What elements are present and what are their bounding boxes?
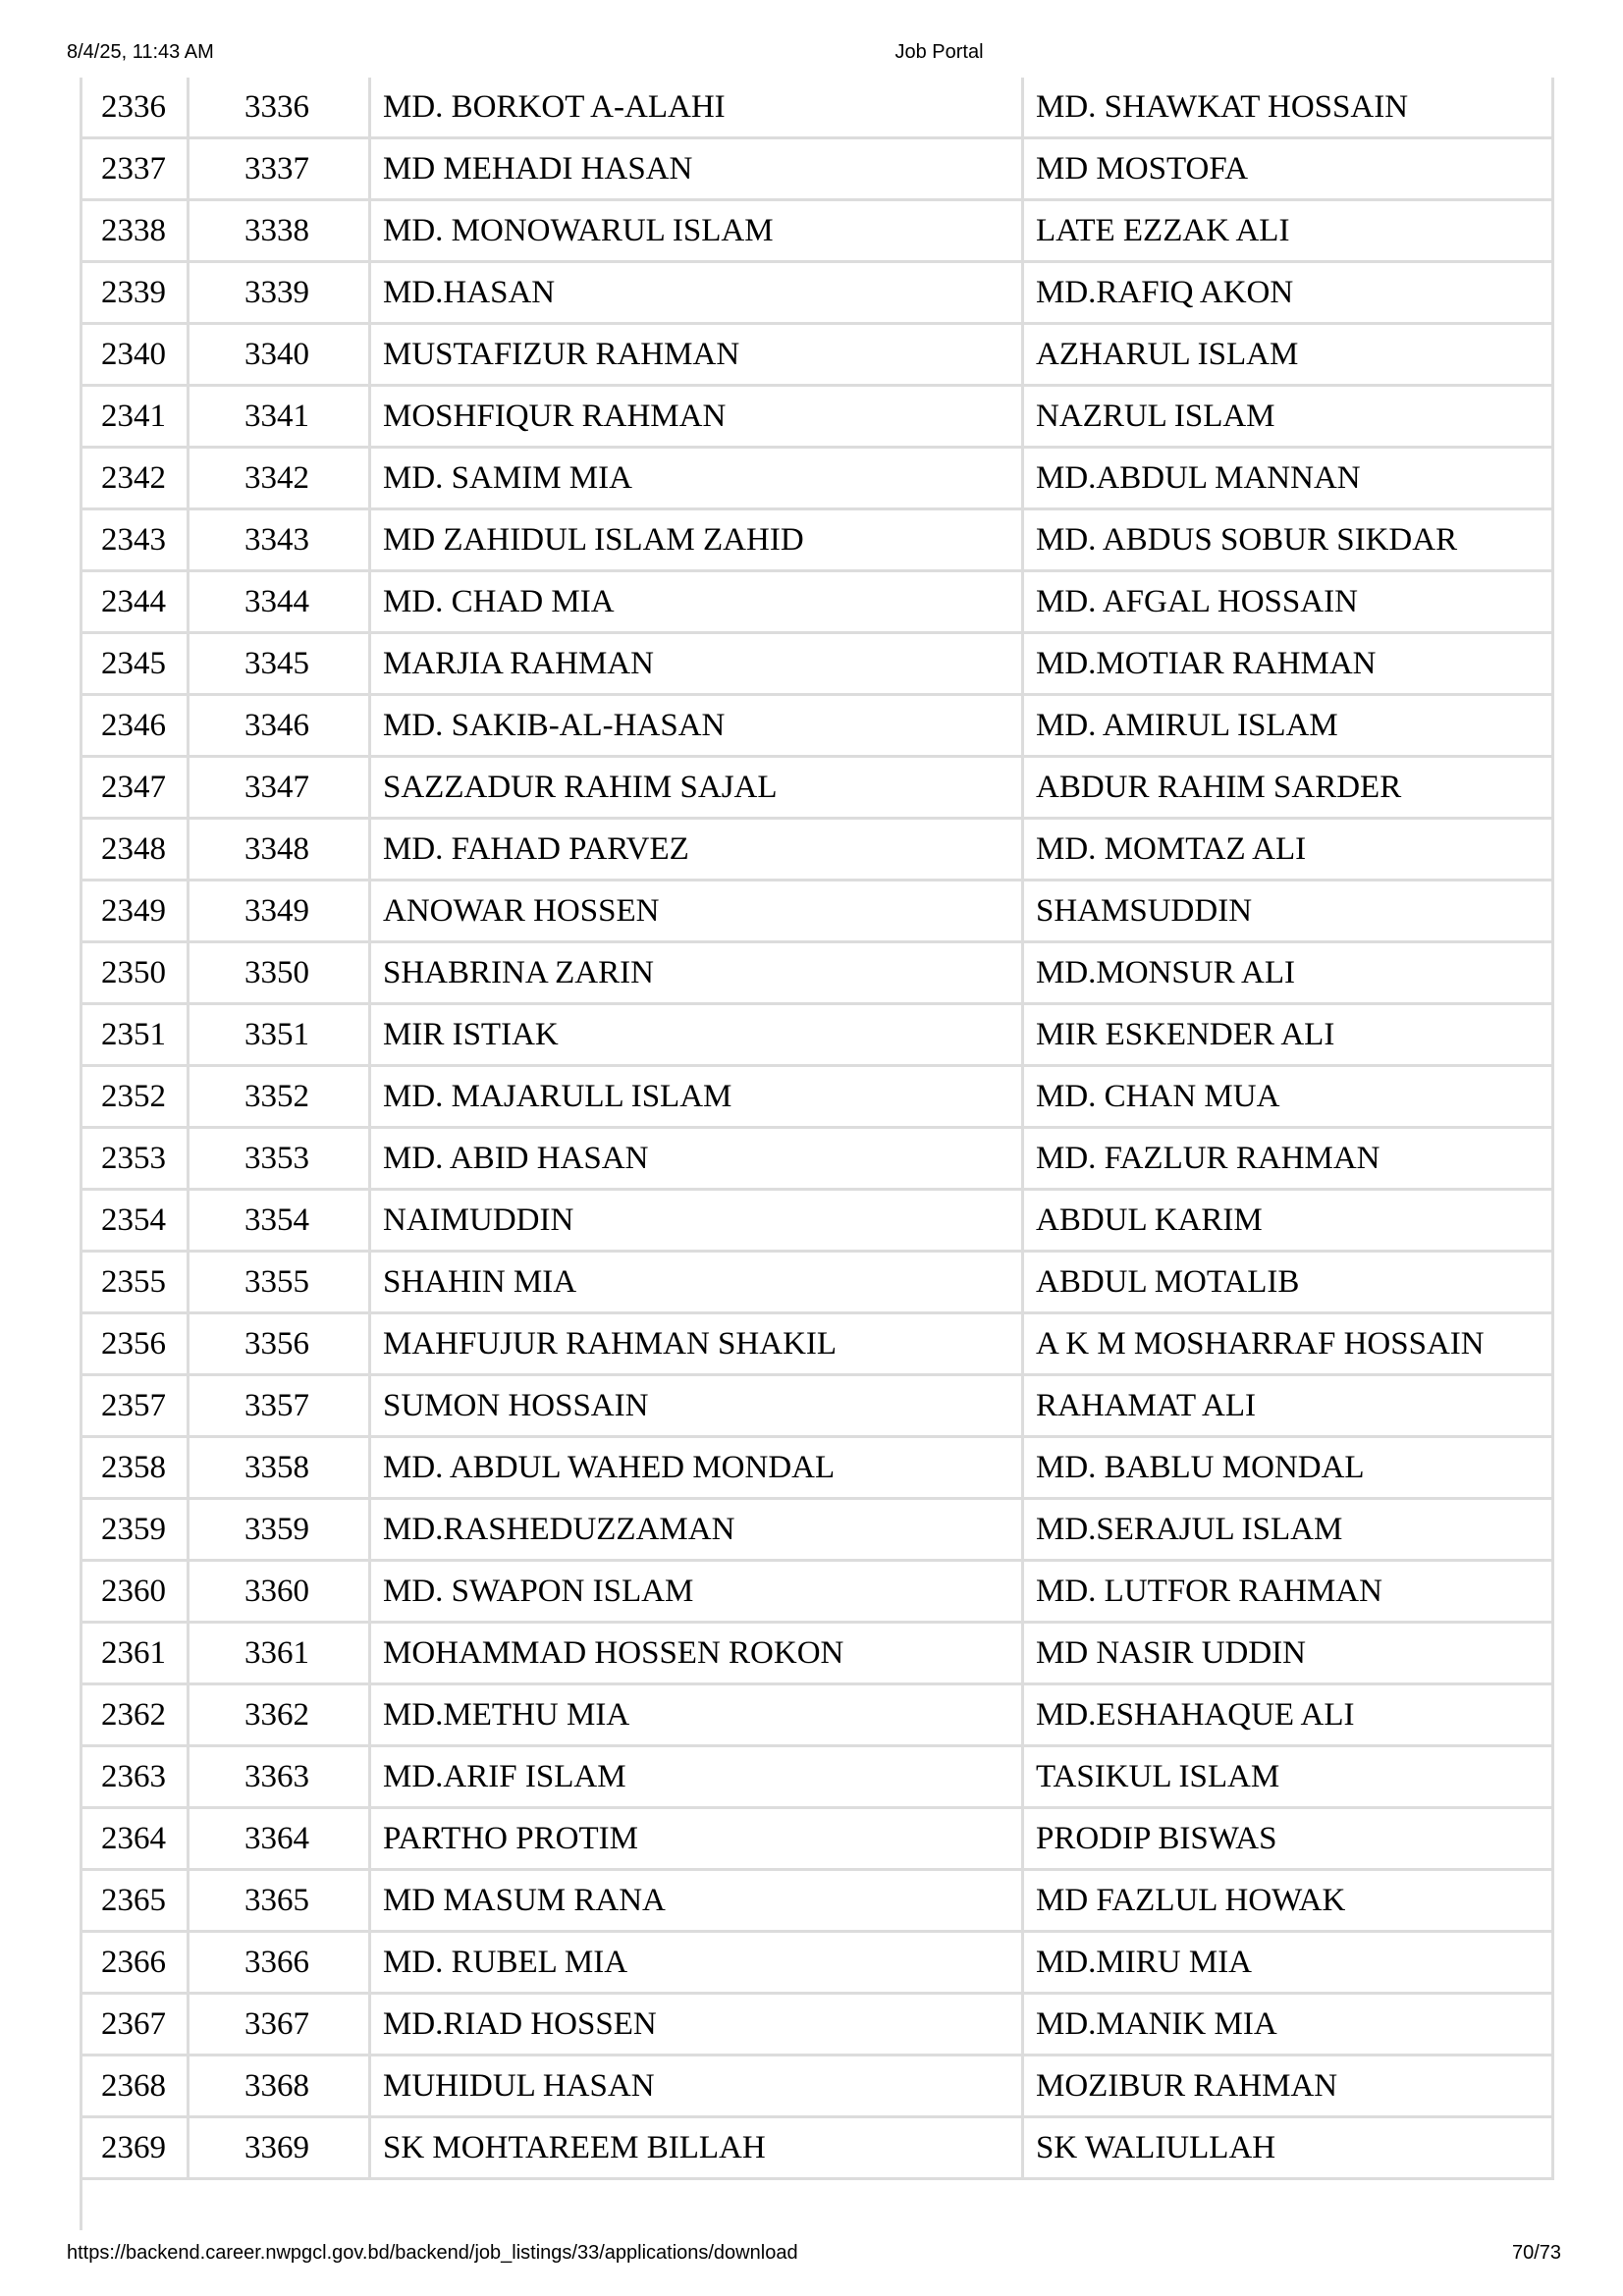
roll-cell: 3353	[189, 1129, 371, 1191]
serial-cell: 2345	[80, 634, 189, 696]
father-name-cell: A K M MOSHARRAF HOSSAIN	[1024, 1314, 1554, 1376]
serial-cell: 2358	[80, 1438, 189, 1500]
roll-cell: 3368	[189, 2056, 371, 2118]
applicant-name-cell: MOHAMMAD HOSSEN ROKON	[371, 1624, 1024, 1685]
roll-cell: 3356	[189, 1314, 371, 1376]
roll-cell: 3337	[189, 139, 371, 201]
roll-cell: 3349	[189, 881, 371, 943]
father-name-cell: TASIKUL ISLAM	[1024, 1747, 1554, 1809]
roll-cell: 3346	[189, 696, 371, 758]
serial-cell: 2359	[80, 1500, 189, 1562]
serial-cell: 2355	[80, 1253, 189, 1314]
table-row	[80, 201, 1554, 263]
father-name-cell: SHAMSUDDIN	[1024, 881, 1554, 943]
table-row	[80, 1809, 1554, 1871]
table-row	[80, 263, 1554, 325]
applicant-table	[80, 78, 1554, 2180]
table-row	[80, 943, 1554, 1005]
serial-cell: 2336	[80, 78, 189, 139]
serial-cell: 2351	[80, 1005, 189, 1067]
applicant-name-cell: SK MOHTAREEM BILLAH	[371, 2118, 1024, 2180]
roll-cell: 3364	[189, 1809, 371, 1871]
table-row	[80, 1624, 1554, 1685]
applicant-name-cell: MD.RASHEDUZZAMAN	[371, 1500, 1024, 1562]
table-row	[80, 1933, 1554, 1995]
applicant-name-cell: MD. SAKIB-AL-HASAN	[371, 696, 1024, 758]
serial-cell: 2350	[80, 943, 189, 1005]
serial-cell: 2344	[80, 572, 189, 634]
roll-cell: 3338	[189, 201, 371, 263]
roll-cell: 3343	[189, 510, 371, 572]
father-name-cell: MD. MOMTAZ ALI	[1024, 820, 1554, 881]
applicant-name-cell: SHAHIN MIA	[371, 1253, 1024, 1314]
print-datetime: 8/4/25, 11:43 AM	[67, 41, 214, 63]
applicant-name-cell: MD. ABDUL WAHED MONDAL	[371, 1438, 1024, 1500]
applicant-name-cell: MIR ISTIAK	[371, 1005, 1024, 1067]
roll-cell: 3351	[189, 1005, 371, 1067]
father-name-cell: MD.ESHAHAQUE ALI	[1024, 1685, 1554, 1747]
father-name-cell: LATE EZZAK ALI	[1024, 201, 1554, 263]
applicant-name-cell: MD MEHADI HASAN	[371, 139, 1024, 201]
table-row	[80, 1314, 1554, 1376]
applicant-name-cell: MD.METHU MIA	[371, 1685, 1024, 1747]
serial-cell: 2360	[80, 1562, 189, 1624]
father-name-cell: ABDUL MOTALIB	[1024, 1253, 1554, 1314]
father-name-cell: MD.ABDUL MANNAN	[1024, 449, 1554, 510]
father-name-cell: MD.RAFIQ AKON	[1024, 263, 1554, 325]
roll-cell: 3342	[189, 449, 371, 510]
father-name-cell: MD FAZLUL HOWAK	[1024, 1871, 1554, 1933]
roll-cell: 3341	[189, 387, 371, 449]
page-number: 70/73	[1512, 2242, 1562, 2264]
father-name-cell: RAHAMAT ALI	[1024, 1376, 1554, 1438]
serial-cell: 2364	[80, 1809, 189, 1871]
serial-cell: 2353	[80, 1129, 189, 1191]
applicant-name-cell: MD. MAJARULL ISLAM	[371, 1067, 1024, 1129]
roll-cell: 3352	[189, 1067, 371, 1129]
serial-cell: 2366	[80, 1933, 189, 1995]
father-name-cell: PRODIP BISWAS	[1024, 1809, 1554, 1871]
table-row	[80, 1376, 1554, 1438]
applicant-name-cell: SHABRINA ZARIN	[371, 943, 1024, 1005]
roll-cell: 3358	[189, 1438, 371, 1500]
table-row	[80, 1191, 1554, 1253]
father-name-cell: MOZIBUR RAHMAN	[1024, 2056, 1554, 2118]
applicant-name-cell: MD. CHAD MIA	[371, 572, 1024, 634]
serial-cell: 2369	[80, 2118, 189, 2180]
table-row	[80, 758, 1554, 820]
roll-cell: 3348	[189, 820, 371, 881]
father-name-cell: MD. FAZLUR RAHMAN	[1024, 1129, 1554, 1191]
roll-cell: 3347	[189, 758, 371, 820]
serial-cell: 2365	[80, 1871, 189, 1933]
page-title: Job Portal	[894, 41, 984, 63]
serial-cell: 2343	[80, 510, 189, 572]
father-name-cell: MD.MIRU MIA	[1024, 1933, 1554, 1995]
serial-cell: 2341	[80, 387, 189, 449]
applicant-name-cell: MD.ARIF ISLAM	[371, 1747, 1024, 1809]
applicant-name-cell: ANOWAR HOSSEN	[371, 881, 1024, 943]
father-name-cell: MD. AMIRUL ISLAM	[1024, 696, 1554, 758]
roll-cell: 3366	[189, 1933, 371, 1995]
serial-cell: 2338	[80, 201, 189, 263]
applicant-name-cell: MD. SAMIM MIA	[371, 449, 1024, 510]
father-name-cell: MD.MANIK MIA	[1024, 1995, 1554, 2056]
table-row	[80, 696, 1554, 758]
father-name-cell: AZHARUL ISLAM	[1024, 325, 1554, 387]
father-name-cell: ABDUR RAHIM SARDER	[1024, 758, 1554, 820]
father-name-cell: MD. AFGAL HOSSAIN	[1024, 572, 1554, 634]
roll-cell: 3336	[189, 78, 371, 139]
applicant-name-cell: MUSTAFIZUR RAHMAN	[371, 325, 1024, 387]
applicant-name-cell: MARJIA RAHMAN	[371, 634, 1024, 696]
father-name-cell: ABDUL KARIM	[1024, 1191, 1554, 1253]
roll-cell: 3340	[189, 325, 371, 387]
applicant-name-cell: MD. SWAPON ISLAM	[371, 1562, 1024, 1624]
applicant-name-cell: MD. RUBEL MIA	[371, 1933, 1024, 1995]
table-row	[80, 2118, 1554, 2180]
roll-cell: 3369	[189, 2118, 371, 2180]
table-row	[80, 139, 1554, 201]
applicant-name-cell: MUHIDUL HASAN	[371, 2056, 1024, 2118]
roll-cell: 3367	[189, 1995, 371, 2056]
serial-cell: 2361	[80, 1624, 189, 1685]
serial-cell: 2368	[80, 2056, 189, 2118]
serial-cell: 2354	[80, 1191, 189, 1253]
father-name-cell: MD.SERAJUL ISLAM	[1024, 1500, 1554, 1562]
serial-cell: 2367	[80, 1995, 189, 2056]
roll-cell: 3365	[189, 1871, 371, 1933]
father-name-cell: MD.MOTIAR RAHMAN	[1024, 634, 1554, 696]
roll-cell: 3362	[189, 1685, 371, 1747]
table-row	[80, 1438, 1554, 1500]
applicant-name-cell: MOSHFIQUR RAHMAN	[371, 387, 1024, 449]
table-row	[80, 387, 1554, 449]
applicant-name-cell: SAZZADUR RAHIM SAJAL	[371, 758, 1024, 820]
father-name-cell: MD. LUTFOR RAHMAN	[1024, 1562, 1554, 1624]
table-row	[80, 1995, 1554, 2056]
applicant-table-container	[80, 78, 1554, 2180]
table-row	[80, 1005, 1554, 1067]
table-row	[80, 78, 1554, 139]
applicant-name-cell: MD MASUM RANA	[371, 1871, 1024, 1933]
applicant-name-cell: MD. ABID HASAN	[371, 1129, 1024, 1191]
father-name-cell: MD. SHAWKAT HOSSAIN	[1024, 78, 1554, 139]
table-row	[80, 325, 1554, 387]
table-border-tail	[80, 2175, 82, 2230]
table-row	[80, 1500, 1554, 1562]
serial-cell: 2337	[80, 139, 189, 201]
applicant-name-cell: NAIMUDDIN	[371, 1191, 1024, 1253]
serial-cell: 2363	[80, 1747, 189, 1809]
roll-cell: 3361	[189, 1624, 371, 1685]
applicant-name-cell: PARTHO PROTIM	[371, 1809, 1024, 1871]
applicant-name-cell: SUMON HOSSAIN	[371, 1376, 1024, 1438]
table-row	[80, 1129, 1554, 1191]
serial-cell: 2347	[80, 758, 189, 820]
father-name-cell: MD. CHAN MUA	[1024, 1067, 1554, 1129]
applicant-name-cell: MAHFUJUR RAHMAN SHAKIL	[371, 1314, 1024, 1376]
roll-cell: 3359	[189, 1500, 371, 1562]
serial-cell: 2352	[80, 1067, 189, 1129]
father-name-cell: MIR ESKENDER ALI	[1024, 1005, 1554, 1067]
father-name-cell: MD. ABDUS SOBUR SIKDAR	[1024, 510, 1554, 572]
table-row	[80, 1747, 1554, 1809]
table-row	[80, 449, 1554, 510]
father-name-cell: MD MOSTOFA	[1024, 139, 1554, 201]
serial-cell: 2348	[80, 820, 189, 881]
table-row	[80, 572, 1554, 634]
roll-cell: 3345	[189, 634, 371, 696]
table-row	[80, 1253, 1554, 1314]
serial-cell: 2342	[80, 449, 189, 510]
table-row	[80, 510, 1554, 572]
roll-cell: 3357	[189, 1376, 371, 1438]
serial-cell: 2356	[80, 1314, 189, 1376]
roll-cell: 3355	[189, 1253, 371, 1314]
applicant-name-cell: MD.RIAD HOSSEN	[371, 1995, 1024, 2056]
source-url: https://backend.career.nwpgcl.gov.bd/backend/job_listings/33/applications/download	[67, 2242, 798, 2264]
roll-cell: 3363	[189, 1747, 371, 1809]
roll-cell: 3344	[189, 572, 371, 634]
serial-cell: 2346	[80, 696, 189, 758]
applicant-name-cell: MD. MONOWARUL ISLAM	[371, 201, 1024, 263]
roll-cell: 3354	[189, 1191, 371, 1253]
table-row	[80, 2056, 1554, 2118]
serial-cell: 2362	[80, 1685, 189, 1747]
serial-cell: 2339	[80, 263, 189, 325]
table-row	[80, 881, 1554, 943]
roll-cell: 3339	[189, 263, 371, 325]
father-name-cell: MD.MONSUR ALI	[1024, 943, 1554, 1005]
applicant-name-cell: MD. FAHAD PARVEZ	[371, 820, 1024, 881]
table-row	[80, 1685, 1554, 1747]
applicant-name-cell: MD. BORKOT A-ALAHI	[371, 78, 1024, 139]
father-name-cell: MD. BABLU MONDAL	[1024, 1438, 1554, 1500]
serial-cell: 2357	[80, 1376, 189, 1438]
serial-cell: 2340	[80, 325, 189, 387]
table-row	[80, 1871, 1554, 1933]
table-row	[80, 1562, 1554, 1624]
serial-cell: 2349	[80, 881, 189, 943]
roll-cell: 3360	[189, 1562, 371, 1624]
applicant-name-cell: MD ZAHIDUL ISLAM ZAHID	[371, 510, 1024, 572]
applicant-table-body	[80, 78, 1554, 2180]
table-row	[80, 820, 1554, 881]
applicant-name-cell: MD.HASAN	[371, 263, 1024, 325]
table-row	[80, 1067, 1554, 1129]
father-name-cell: NAZRUL ISLAM	[1024, 387, 1554, 449]
table-row	[80, 634, 1554, 696]
roll-cell: 3350	[189, 943, 371, 1005]
father-name-cell: MD NASIR UDDIN	[1024, 1624, 1554, 1685]
father-name-cell: SK WALIULLAH	[1024, 2118, 1554, 2180]
